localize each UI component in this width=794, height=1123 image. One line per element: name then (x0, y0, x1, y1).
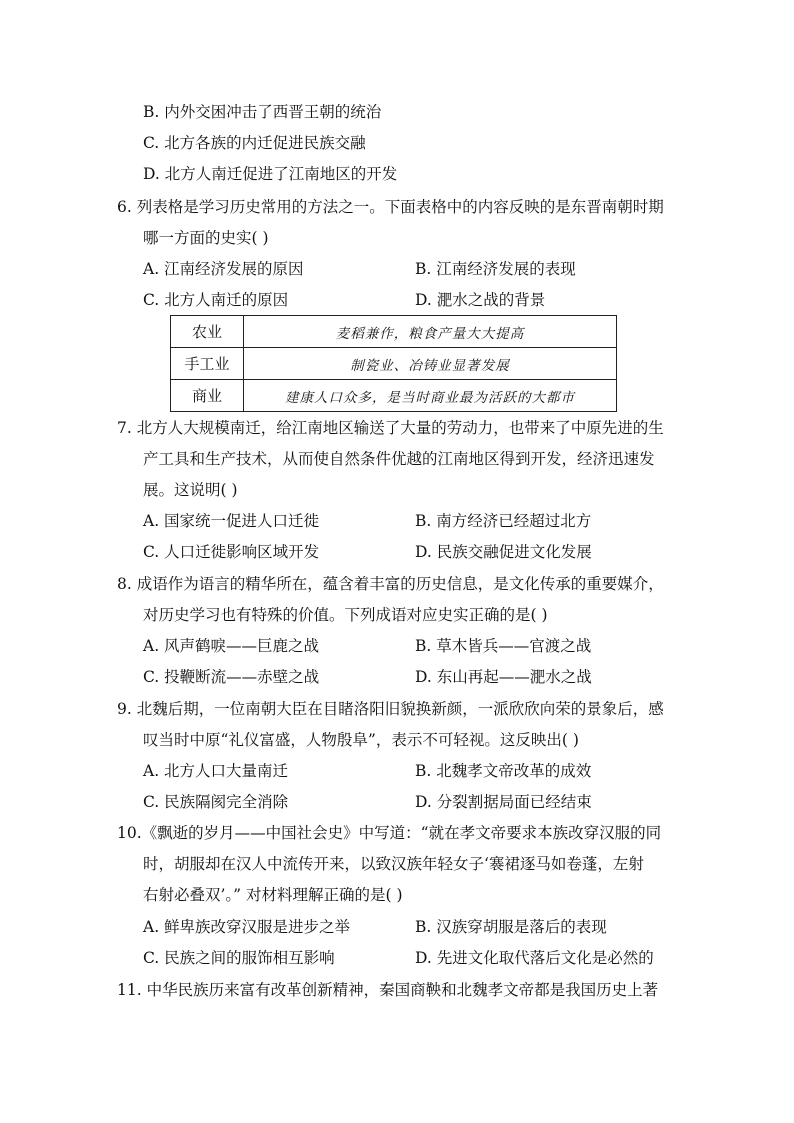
q9-stem-line1: 9. 北魏后期，一位南朝大臣在目睹洛阳旧貌换新颜，一派欣欣向荣的景象后，感 (117, 700, 664, 718)
table-value: 建康人口众多，是当时商业最为活跃的大都市 (244, 380, 617, 412)
q9-option-b: B. 北魏孝文帝改革的成效 (415, 762, 592, 780)
q10-stem-line2: 时，胡服却在汉人中流传开来，以致汉族年轻女子‘褰裙逐马如卷蓬，左射 (143, 855, 644, 873)
q9-stem-line2: 叹当时中原“礼仪富盛，人物殷阜”，表示不可轻视。这反映出( ) (143, 731, 579, 749)
q6-option-b: B. 江南经济发展的表现 (415, 260, 576, 278)
q6-table (170, 315, 617, 412)
q7-option-a: A. 国家统一促进人口迁徙 (143, 512, 320, 530)
q5-option-d: D. 北方人南迁促进了江南地区的开发 (143, 165, 398, 183)
q8-option-a: A. 风声鹤唳——巨鹿之战 (143, 637, 320, 655)
q7-option-d: D. 民族交融促进文化发展 (415, 543, 592, 561)
table-row (171, 348, 617, 380)
q6-option-c: C. 北方人南迁的原因 (143, 291, 289, 309)
table-value: 麦稻兼作，粮食产量大大提高 (244, 316, 617, 348)
q8-option-d: D. 东山再起——淝水之战 (415, 668, 592, 686)
q9-option-c: C. 民族隔阂完全消除 (143, 793, 289, 811)
q6-stem-line2: 哪一方面的史实( ) (143, 229, 269, 247)
q6-option-d: D. 淝水之战的背景 (415, 291, 546, 309)
q8-option-b: B. 草木皆兵——官渡之战 (415, 637, 592, 655)
q10-stem-line3: 右射必叠双’。” 对材料理解正确的是( ) (143, 886, 403, 904)
q10-stem-line1: 10.《飘逝的岁月——中国社会史》中写道：“就在孝文帝要求本族改穿汉服的同 (117, 824, 662, 842)
q6-option-a: A. 江南经济发展的原因 (143, 260, 304, 278)
q7-stem-line1: 7. 北方人大规模南迁，给江南地区输送了大量的劳动力，也带来了中原先进的生 (117, 419, 664, 437)
table-value: 制瓷业、冶铸业显著发展 (244, 348, 617, 380)
table-key: 手工业 (171, 348, 244, 380)
q10-option-b: B. 汉族穿胡服是落后的表现 (415, 918, 607, 936)
q10-option-c: C. 民族之间的服饰相互影响 (143, 949, 335, 967)
q5-option-b: B. 内外交困冲击了西晋王朝的统治 (143, 103, 382, 121)
q11-stem-line1: 11. 中华民族历来富有改革创新精神，秦国商鞅和北魏孝文帝都是我国历史上著 (117, 981, 659, 999)
q8-option-c: C. 投鞭断流——赤壁之战 (143, 668, 320, 686)
q7-stem-line3: 展。这说明( ) (143, 481, 238, 499)
q5-option-c: C. 北方各族的内迁促进民族交融 (143, 134, 366, 152)
q9-option-a: A. 北方人口大量南迁 (143, 762, 289, 780)
table-key: 商业 (171, 380, 244, 412)
q7-option-b: B. 南方经济已经超过北方 (415, 512, 592, 530)
q8-stem-line2: 对历史学习也有特殊的价值。下列成语对应史实正确的是( ) (143, 606, 548, 624)
q6-stem-line1: 6. 列表格是学习历史常用的方法之一。下面表格中的内容反映的是东晋南朝时期 (117, 198, 664, 216)
q7-option-c: C. 人口迁徙影响区域开发 (143, 543, 320, 561)
q7-stem-line2: 产工具和生产技术，从而使自然条件优越的江南地区得到开发，经济迅速发 (143, 450, 655, 468)
q9-option-d: D. 分裂割据局面已经结束 (415, 793, 592, 811)
q8-stem-line1: 8. 成语作为语言的精华所在，蕴含着丰富的历史信息，是文化传承的重要媒介， (117, 575, 664, 593)
table-key: 农业 (171, 316, 244, 348)
table-row (171, 380, 617, 412)
q10-option-a: A. 鲜卑族改穿汉服是进步之举 (143, 918, 351, 936)
q10-option-d: D. 先进文化取代落后文化是必然的 (415, 949, 654, 967)
table-row (171, 316, 617, 348)
